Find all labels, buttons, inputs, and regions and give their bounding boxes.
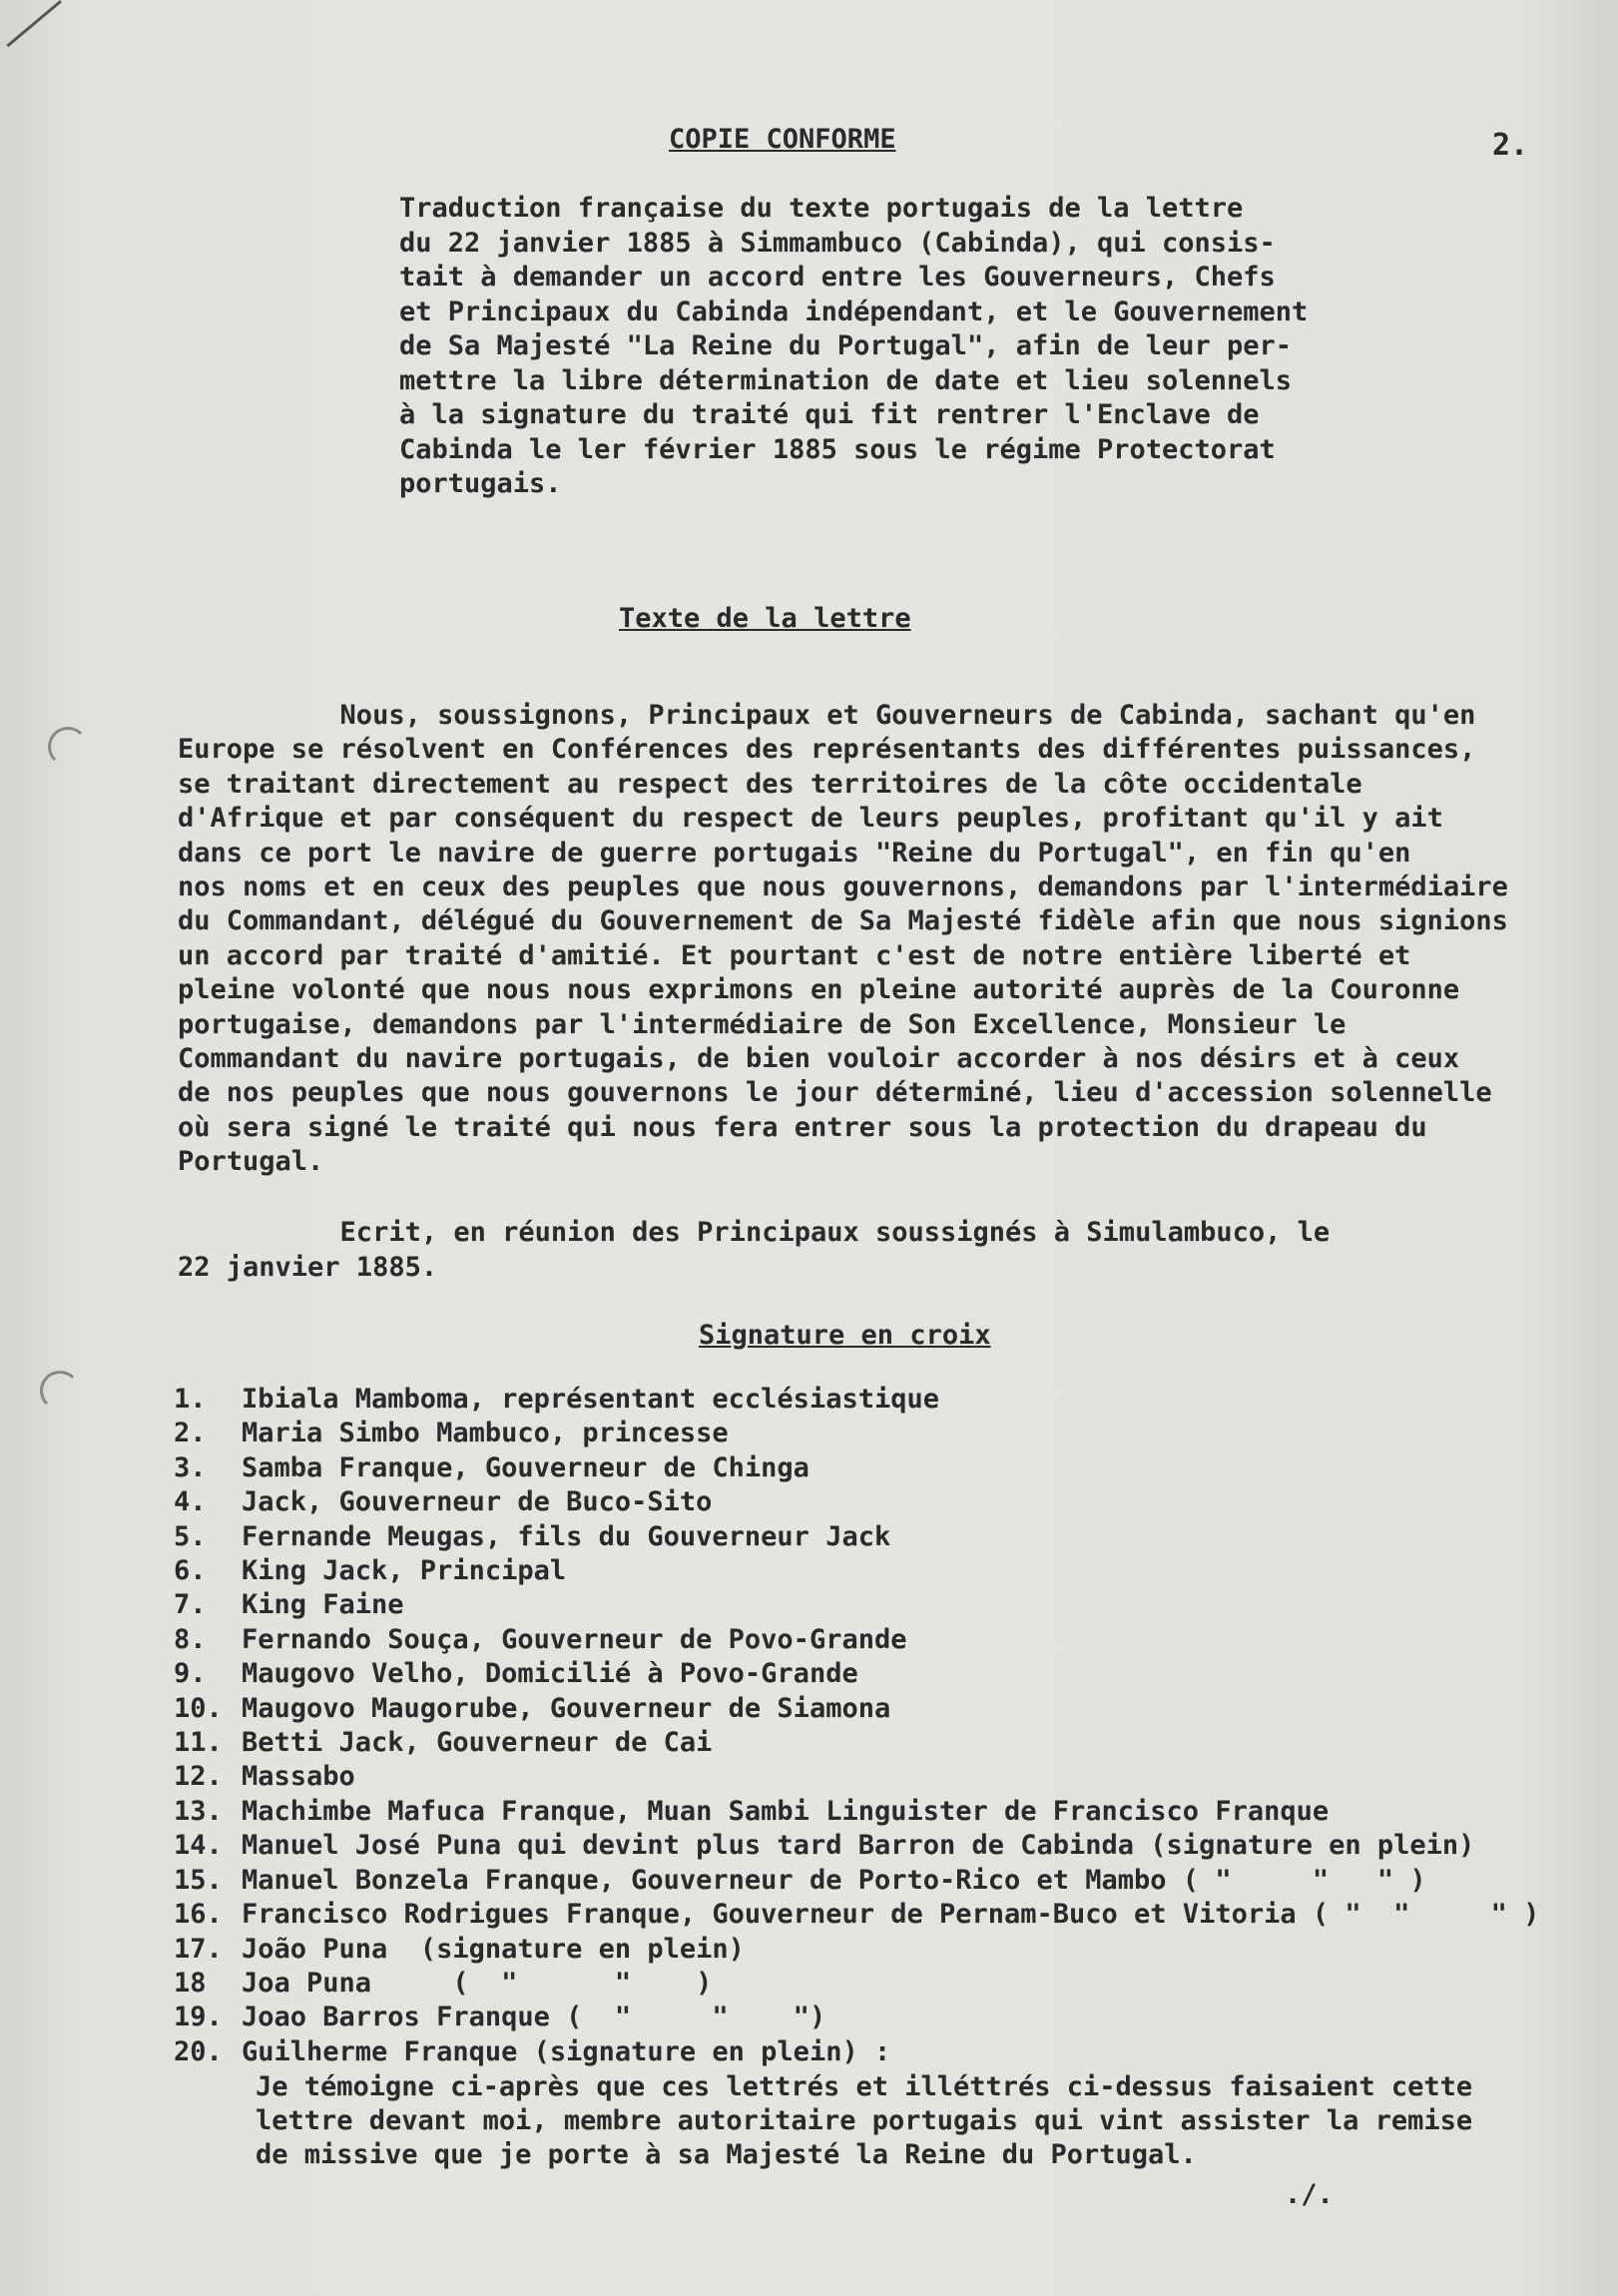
item-text: João Puna (signature en plein) <box>242 1933 745 1965</box>
list-item <box>174 1451 1539 1485</box>
item-number: 13. <box>174 1795 223 1827</box>
witness-statement <box>256 2070 1472 2172</box>
letter-heading: Texte de la lettre <box>619 603 911 634</box>
witness-line: de missive que je porte à sa Majesté la Reine du Portugal. <box>256 2139 1197 2170</box>
letter-line: dans ce port le navire de guerre portugais "Reine du Portugal", en fin qu'en <box>178 837 1411 868</box>
item-text: Manuel Bonzela Franque, Gouverneur de Porto-Rico et Mambo ( " " " ) <box>242 1864 1426 1896</box>
item-text: King Faine <box>242 1589 404 1621</box>
list-item <box>174 1933 1539 1967</box>
written-line: 22 janvier 1885. <box>178 1251 438 1283</box>
letter-body <box>178 699 1508 1180</box>
item-text: Maugovo Velho, Domicilié à Povo-Grande <box>242 1658 858 1690</box>
intro-line: tait à demander un accord entre les Gouverneurs, Chefs <box>399 262 1276 292</box>
item-text: Francisco Rodrigues Franque, Gouverneur de Pernam-Buco et Vitoria ( " " " ) <box>242 1899 1540 1931</box>
list-item <box>174 1692 1539 1726</box>
document-title: COPIE CONFORME <box>669 124 896 155</box>
signatures-heading: Signature en croix <box>699 1320 991 1351</box>
witness-line: lettre devant moi, membre autoritaire portugais qui vint assister la remise <box>256 2105 1473 2136</box>
item-text: Massabo <box>242 1761 355 1793</box>
list-item <box>174 1554 1539 1588</box>
written-line: Ecrit, en réunion des Principaux soussignés à Simulambuco, le <box>178 1217 1331 1248</box>
letter-line: où sera signé le traité qui nous fera entrer sous la protection du drapeau du <box>178 1111 1427 1143</box>
list-item <box>174 1657 1539 1691</box>
item-text: Joao Barros Franque ( " " ") <box>242 2002 826 2033</box>
item-text: King Jack, Principal <box>242 1555 567 1587</box>
item-number: 16. <box>174 1899 223 1931</box>
list-item <box>174 1898 1539 1932</box>
list-item <box>174 1383 1539 1417</box>
item-number: 12. <box>174 1761 223 1793</box>
letter-line: Nous, soussignons, Principaux et Gouverneurs de Cabinda, sachant qu'en <box>178 700 1476 731</box>
item-text: Fernando Souça, Gouverneur de Povo-Grande <box>242 1623 907 1655</box>
item-text: Maria Simbo Mambuco, princesse <box>242 1418 729 1449</box>
item-number: 9. <box>174 1658 207 1690</box>
letter-line: Commandant du navire portugais, de bien vouloir accorder à nos désirs et à ceux <box>178 1043 1460 1075</box>
item-number: 11. <box>174 1727 223 1759</box>
punch-hole-mark <box>40 1371 80 1411</box>
letter-line: un accord par traité d'amitié. Et pourtant c'est de notre entière liberté et <box>178 939 1411 971</box>
item-number: 7. <box>174 1589 207 1621</box>
item-text: Fernande Meugas, fils du Gouverneur Jack <box>242 1520 891 1552</box>
intro-line: et Principaux du Cabinda indépendant, et le Gouvernement <box>399 295 1309 327</box>
list-item <box>174 1864 1539 1898</box>
list-item <box>174 1520 1539 1554</box>
intro-line: de Sa Majesté "La Reine du Portugal", afin de leur per- <box>399 330 1293 361</box>
intro-line: Cabinda le ler février 1885 sous le régime Protectorat <box>399 433 1276 465</box>
intro-line: du 22 janvier 1885 à Simmambuco (Cabinda), qui consis- <box>399 227 1276 259</box>
letter-line: portugaise, demandons par l'intermédiaire de Son Excellence, Monsieur le <box>178 1008 1347 1040</box>
item-number: 5. <box>174 1520 207 1552</box>
item-number: 15. <box>174 1864 223 1896</box>
item-number: 4. <box>174 1486 207 1518</box>
punch-hole-mark <box>48 727 88 767</box>
letter-line: pleine volonté que nous nous exprimons en pleine autorité auprès de la Couronne <box>178 974 1460 1006</box>
signature-list <box>174 1383 1539 2069</box>
intro-line: à la signature du traité qui fit rentrer l'Enclave de <box>399 399 1260 430</box>
item-text: Jack, Gouverneur de Buco-Sito <box>242 1486 713 1518</box>
witness-line: Je témoigne ci-après que ces lettrés et illéttrés ci-dessus faisaient cette <box>256 2071 1473 2102</box>
letter-line: de nos peuples que nous gouvernons le jour déterminé, lieu d'accession solennelle <box>178 1077 1492 1109</box>
continuation-mark: ./. <box>1285 2179 1334 2210</box>
item-number: 10. <box>174 1692 223 1724</box>
list-item <box>174 1588 1539 1622</box>
letter-line: Europe se résolvent en Conférences des représentants des différentes puissances, <box>178 734 1476 766</box>
item-number: 3. <box>174 1451 207 1483</box>
letter-line: d'Afrique et par conséquent du respect de leurs peuples, profitant qu'il y ait <box>178 803 1443 835</box>
item-number: 1. <box>174 1384 207 1415</box>
letter-line: nos noms et en ceux des peuples que nous gouvernons, demandons par l'intermédiaire <box>178 871 1508 903</box>
item-number: 2. <box>174 1418 207 1449</box>
item-number: 20. <box>174 2035 223 2067</box>
item-number: 19. <box>174 2002 223 2033</box>
item-text: Maugovo Maugorube, Gouverneur de Siamona <box>242 1692 891 1724</box>
item-text: Samba Franque, Gouverneur de Chinga <box>242 1451 809 1483</box>
item-number: 14. <box>174 1830 223 1862</box>
item-number: 8. <box>174 1623 207 1655</box>
list-item <box>174 1623 1539 1657</box>
page-number: 2. <box>1492 128 1529 163</box>
item-text: Ibiala Mamboma, représentant ecclésiastique <box>242 1384 939 1415</box>
item-text: Machimbe Mafuca Franque, Muan Sambi Linguister de Francisco Franque <box>242 1795 1330 1827</box>
item-number: 18 <box>174 1967 207 1999</box>
pen-mark <box>6 0 62 47</box>
letter-line: du Commandant, délégué du Gouvernement de Sa Majesté fidèle afin que nous signions <box>178 905 1508 937</box>
list-item <box>174 1829 1539 1863</box>
item-number: 6. <box>174 1555 207 1587</box>
written-at <box>178 1216 1330 1285</box>
list-item <box>174 1417 1539 1450</box>
item-text: Manuel José Puna qui devint plus tard Barron de Cabinda (signature en plein) <box>242 1830 1475 1862</box>
list-item <box>174 1726 1539 1760</box>
item-text: Joa Puna ( " " ) <box>242 1967 713 1999</box>
list-item <box>174 2001 1539 2034</box>
list-item <box>174 1967 1539 2001</box>
intro-line: Traduction française du texte portugais de la lettre <box>399 193 1244 224</box>
item-number: 17. <box>174 1933 223 1965</box>
list-item <box>174 2035 1539 2069</box>
letter-line: Portugal. <box>178 1146 324 1178</box>
intro-paragraph <box>399 192 1308 502</box>
list-item <box>174 1485 1539 1519</box>
item-text: Guilherme Franque (signature en plein) : <box>242 2035 891 2067</box>
list-item <box>174 1760 1539 1794</box>
item-text: Betti Jack, Gouverneur de Cai <box>242 1727 713 1759</box>
letter-line: se traitant directement au respect des territoires de la côte occidentale <box>178 768 1362 800</box>
list-item <box>174 1795 1539 1829</box>
intro-line: mettre la libre détermination de date et lieu solennels <box>399 364 1293 396</box>
intro-line: portugais. <box>399 468 562 499</box>
